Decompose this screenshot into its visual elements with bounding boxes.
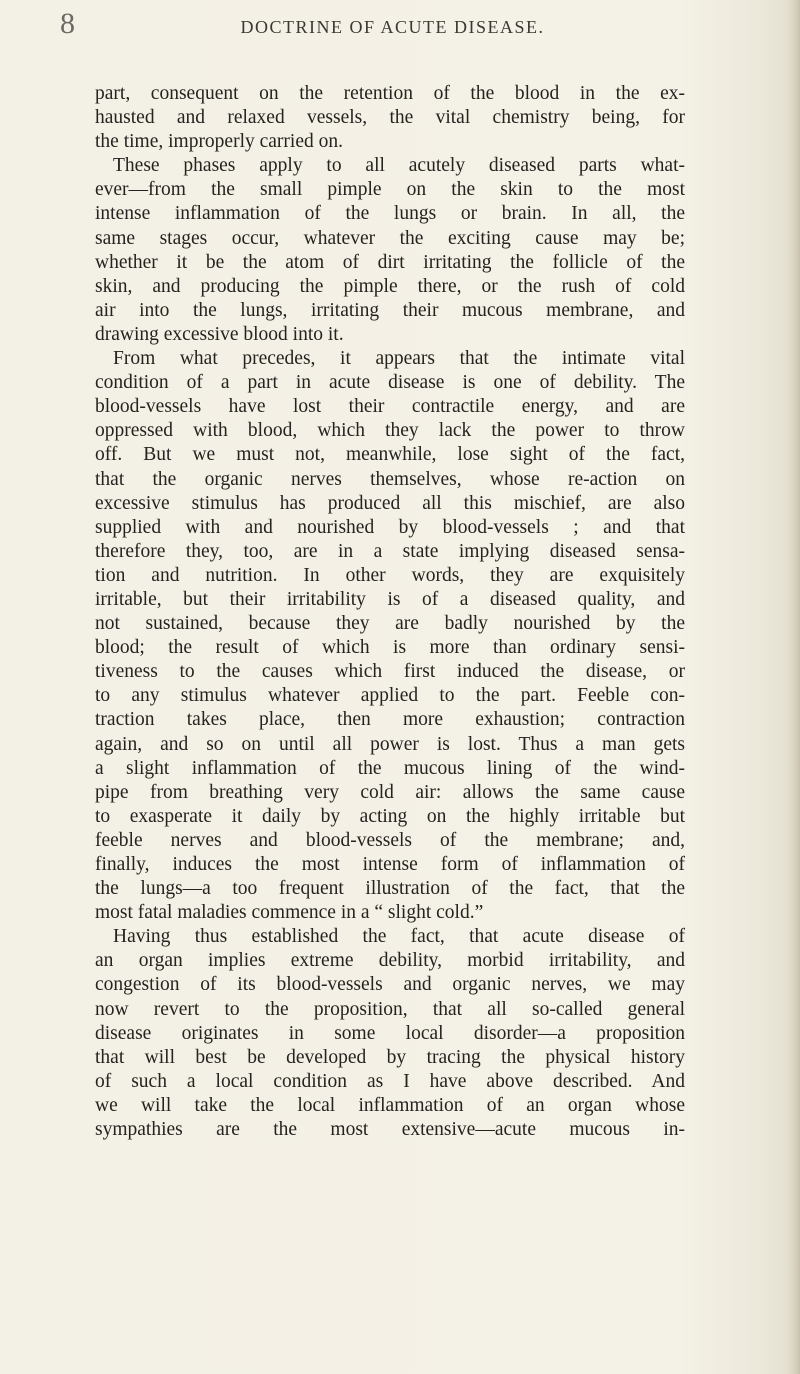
text-line: not sustained, because they are badly nourished by the: [95, 613, 685, 635]
text-line: of such a local condition as I have above described. And: [95, 1070, 685, 1092]
text-line: that will best be developed by tracing the physical history: [95, 1046, 685, 1068]
text-line: to any stimulus whatever applied to the part. Feeble con-: [95, 685, 685, 707]
text-line: we will take the local inflammation of an organ whose: [95, 1094, 685, 1116]
text-line: irritable, but their irritability is of a diseased quality, and: [95, 588, 685, 610]
body-text: [95, 82, 685, 1142]
text-line: air into the lungs, irritating their mucous membrane, and: [95, 299, 685, 321]
text-line: drawing excessive blood into it.: [95, 323, 344, 345]
text-line: finally, induces the most intense form of inflammation of: [95, 854, 685, 875]
text-line: now revert to the proposition, that all so-called general: [95, 998, 685, 1020]
text-line: feeble nerves and blood-vessels of the membrane; and,: [95, 829, 685, 851]
text-line: an organ implies extreme debility, morbid irritability, and: [95, 950, 685, 972]
text-line: congestion of its blood-vessels and organic nerves, we may: [95, 974, 685, 996]
text-line: the time, improperly carried on.: [95, 131, 343, 153]
text-line: to exasperate it daily by acting on the highly irritable but: [95, 805, 685, 827]
text-line: same stages occur, whatever the exciting cause may be;: [95, 227, 685, 249]
text-line: intense inflammation of the lungs or brain. In all, the: [95, 203, 685, 225]
text-line: supplied with and nourished by blood-vessels ; and that: [95, 516, 685, 538]
running-head: DOCTRINE OF ACUTE DISEASE.: [240, 17, 545, 37]
text-line: From what precedes, it appears that the intimate vital: [113, 348, 685, 370]
text-line: disease originates in some local disorder—a proposition: [95, 1022, 685, 1044]
text-line: blood-vessels have lost their contractile energy, and are: [95, 396, 685, 418]
page-edge: [786, 0, 800, 1374]
text-line: These phases apply to all acutely diseased parts what-: [113, 155, 685, 177]
text-line: oppressed with blood, which they lack the power to throw: [95, 420, 685, 442]
page-header: [0, 4, 800, 44]
text-line: tiveness to the causes which first induced the disease, or: [95, 661, 685, 683]
text-line: the lungs—a too frequent illustration of the fact, that the: [95, 878, 685, 900]
text-line: that the organic nerves themselves, whose re-action on: [95, 468, 685, 490]
text-line: Having thus established the fact, that acute disease of: [113, 926, 685, 948]
text-line: again, and so on until all power is lost. Thus a man gets: [95, 733, 685, 755]
text-line: tion and nutrition. In other words, they are exquisitely: [95, 564, 685, 586]
text-line: condition of a part in acute disease is one of debility. The: [95, 372, 685, 394]
text-line: therefore they, too, are in a state implying diseased sensa-: [95, 540, 685, 562]
text-line: traction takes place, then more exhaustion; contraction: [95, 709, 685, 731]
text-line: part, consequent on the retention of the blood in the ex-: [95, 83, 685, 104]
text-line: hausted and relaxed vessels, the vital chemistry being, for: [95, 107, 685, 129]
text-line: most fatal maladies commence in a “ slight cold.”: [95, 902, 484, 924]
text-line: whether it be the atom of dirt irritating the follicle of the: [95, 251, 685, 273]
text-line: a slight inflammation of the mucous lining of the wind-: [95, 757, 685, 779]
page-number: 8: [60, 7, 75, 40]
text-line: pipe from breathing very cold air: allows the same cause: [95, 781, 685, 803]
text-line: blood; the result of which is more than ordinary sensi-: [95, 637, 685, 659]
text-line: off. But we must not, meanwhile, lose sight of the fact,: [95, 444, 685, 466]
text-line: excessive stimulus has produced all this mischief, are also: [95, 492, 685, 514]
text-line: sympathies are the most extensive—acute mucous in-: [95, 1119, 685, 1141]
text-line: skin, and producing the pimple there, or the rush of cold: [95, 275, 685, 297]
text-line: ever—from the small pimple on the skin to the most: [95, 179, 685, 201]
